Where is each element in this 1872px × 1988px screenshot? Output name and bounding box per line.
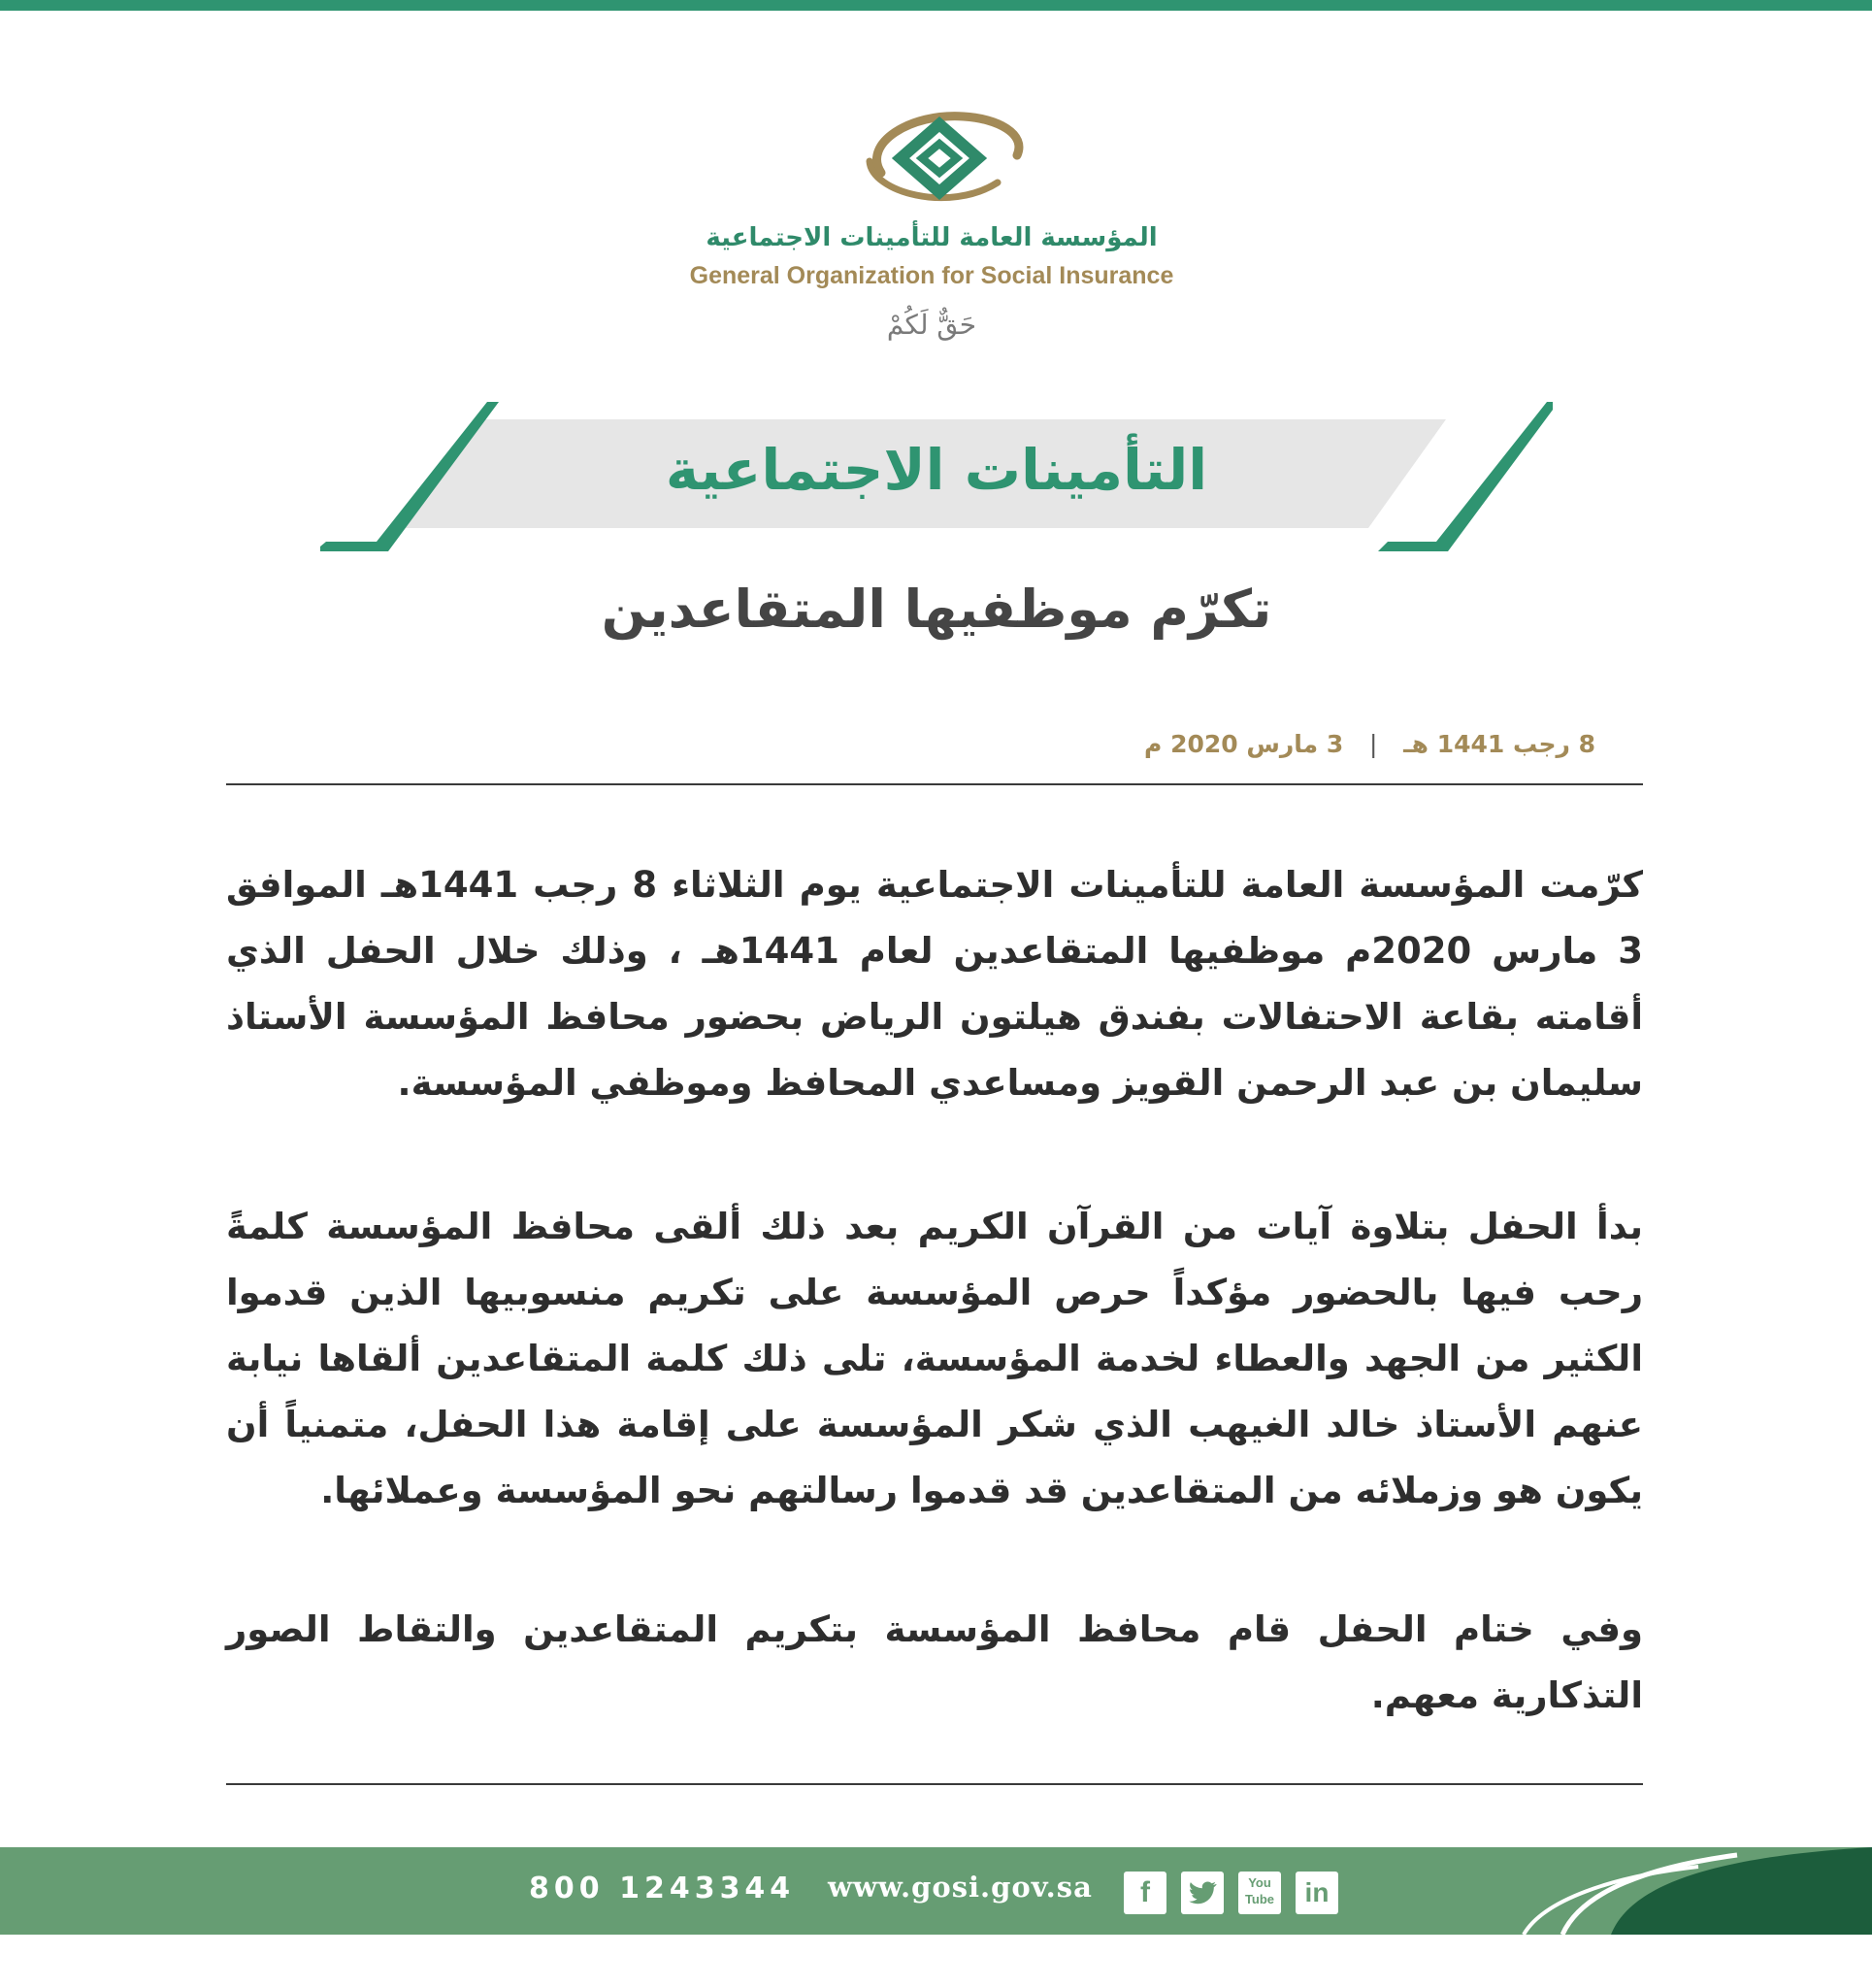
org-name-arabic: المؤسسة العامة للتأمينات الاجتماعية [706,223,1158,252]
youtube-label-top: You [1248,1875,1271,1890]
body-paragraph-3: وفي ختام الحفل قام محافظ المؤسسة بتكريم المتقاعدين والتقاط الصور التذكارية معهم. [226,1608,1643,1716]
gosi-logo-icon [842,105,1036,212]
phone-number[interactable]: 800 1243344 [529,1872,796,1905]
twitter-icon[interactable] [1181,1872,1224,1914]
website-link[interactable]: www.gosi.gov.sa [828,1871,1093,1904]
date-gregorian: 3 مارس 2020 م [1144,730,1344,758]
date-separator: | [1368,730,1378,758]
linkedin-icon[interactable]: in [1296,1872,1338,1914]
body-paragraph-1: كرّمت المؤسسة العامة للتأمينات الاجتماعية يوم الثلاثاء 8 رجب 1441هـ الموافق 3 مارس 2020م موظفيها المتقاعدين لعام 1441هـ ، وذلك خلال الحفل الذي أقامته بقاعة الاحتفالات بفندق هيلتون الرياض بحضور محافظ المؤسسة الأستاذ سليمان بن عبد الرحمن القويز ومساعدي المحافظ وموظفي المؤسسة. [226,864,1643,1104]
divider-bottom [226,1783,1643,1785]
body-paragraph-2: بدأ الحفل بتلاوة آيات من القرآن الكريم بعد ذلك ألقى محافظ المؤسسة كلمةً رحب فيها بالحضور مؤكداً حرص المؤسسة على تكريم منسوبيها الذين قدموا الكثير من الجهد والعطاء لخدمة المؤسسة، تلى ذلك كلمة المتقاعدين ألقاها نيابة عنهم الأستاذ خالد الغيهب الذي شكر المؤسسة على إقامة هذا الحفل، متمنياً أن يكون هو وزملائه من المتقاعدين قد قدموا رسالتهم نحو المؤسسة وعملائها. [226,1206,1643,1511]
headline-subtitle: تكرّم موظفيها المتقاعدين [601,579,1272,640]
youtube-icon[interactable] [1238,1872,1281,1914]
top-accent-bar [0,0,1872,11]
org-name-english: General Organization for Social Insurance [689,262,1174,289]
divider-top [226,783,1643,785]
slogan: حَقٌّ لَكُمْ [886,309,977,341]
facebook-icon[interactable]: f [1124,1872,1166,1914]
leaf-decoration-icon [1494,1847,1872,1935]
date-hijri: 8 رجب 1441 هـ [1403,730,1595,758]
youtube-label-bottom: Tube [1244,1892,1275,1906]
dateline [970,730,1595,758]
headline-title: التأمينات الاجتماعية [665,437,1208,503]
